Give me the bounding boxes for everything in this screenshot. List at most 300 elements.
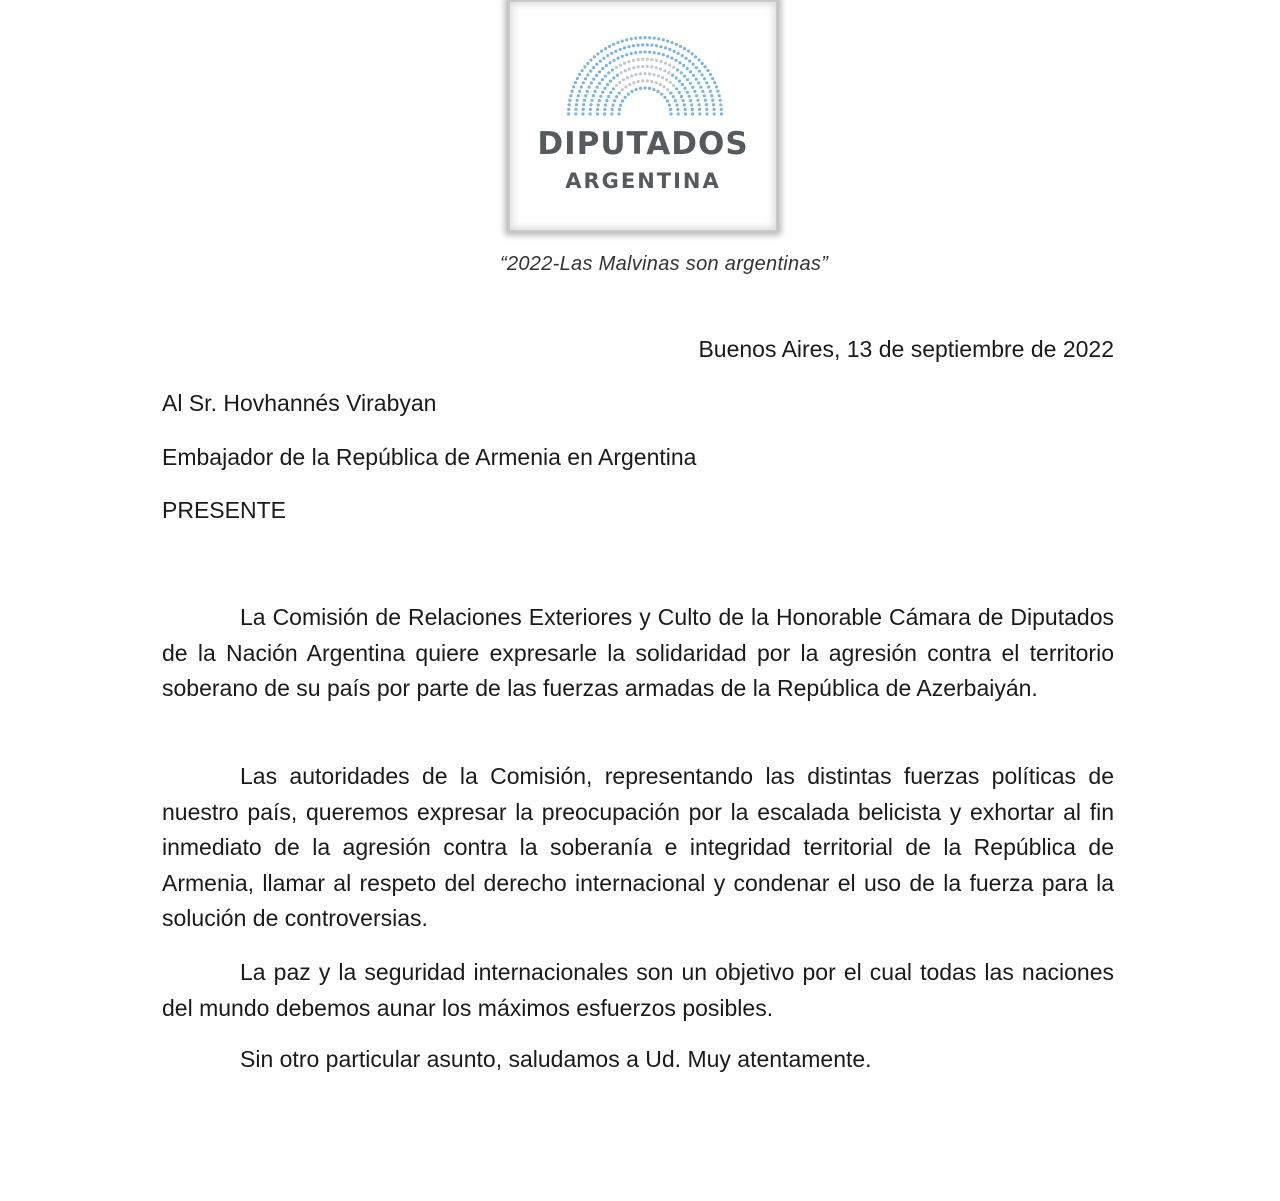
hemicycle-dot xyxy=(620,71,623,74)
hemicycle-dot xyxy=(576,99,579,102)
hemicycle-dot xyxy=(709,73,712,76)
hemicycle-dot xyxy=(611,103,614,106)
hemicycle-dot xyxy=(612,43,615,46)
hemicycle-dot xyxy=(689,70,692,73)
hemicycle-dot xyxy=(596,108,599,111)
hemicycle-dot xyxy=(630,37,633,40)
hemicycle-dot xyxy=(646,65,649,68)
hemicycle-dot xyxy=(618,91,621,94)
hemicycle-dot xyxy=(676,108,679,111)
hemicycle-dot xyxy=(603,112,606,115)
hemicycle-dot xyxy=(599,95,602,98)
hemicycle-dot xyxy=(666,39,669,42)
hemicycle-dot xyxy=(686,67,689,70)
hemicycle-dot xyxy=(650,80,653,83)
hemicycle-dot xyxy=(695,77,698,80)
hemicycle-dot xyxy=(674,99,677,102)
hemicycle-dot xyxy=(697,81,700,84)
hemicycle-dot xyxy=(671,74,674,77)
hemicycle-dot xyxy=(632,66,635,69)
hemicycle-dot xyxy=(692,63,695,66)
hemicycle-dot xyxy=(704,65,707,68)
hemicycle-dot xyxy=(598,82,601,85)
hemicycle-dot xyxy=(623,46,626,49)
hemicycle-dot xyxy=(588,86,591,89)
hemicycle-dot xyxy=(626,76,629,79)
paragraph-1: La Comisión de Relaciones Exteriores y Culto de la Honorable Cámara de Diputados de la Nación Argentina quiere expresarle la solidaridad por la agresión contra el territorio soberano de su país por parte de las fuerzas armadas de la República de Azerbaiyán. xyxy=(162,604,1114,701)
hemicycle-dot xyxy=(650,44,653,47)
hemicycle-dot xyxy=(628,83,631,86)
hemicycle-dot xyxy=(619,48,622,51)
hemicycle-dot xyxy=(621,88,624,91)
hemicycle-dot xyxy=(637,65,640,68)
hemicycle-dot xyxy=(682,64,685,67)
hemicycle-dot xyxy=(668,63,671,66)
hemicycle-dot xyxy=(582,108,585,111)
hemicycle-dot xyxy=(643,36,646,39)
hemicycle-dot xyxy=(697,58,700,61)
hemicycle-dot xyxy=(650,58,653,61)
hemicycle-dot xyxy=(698,70,701,73)
hemicycle-dot xyxy=(623,96,626,99)
hemicycle-dot xyxy=(622,78,625,81)
hemicycle-dot xyxy=(678,91,681,94)
hemicycle-dot xyxy=(691,86,694,89)
hemicycle-dot xyxy=(603,108,606,111)
hemicycle-dot xyxy=(619,104,622,107)
hemicycle-dot xyxy=(650,65,653,68)
hemicycle-dot xyxy=(574,81,577,84)
hemicycle-dot xyxy=(608,61,611,64)
hemicycle-dot xyxy=(688,60,691,63)
hemicycle-dot xyxy=(683,103,686,106)
hemicycle-dot xyxy=(601,67,604,70)
hemicycle-dot xyxy=(691,112,694,115)
hemicycle-dot xyxy=(648,72,651,75)
hemicycle-dot xyxy=(713,112,716,115)
logo-country: ARGENTINA xyxy=(565,169,721,193)
hemicycle-dot xyxy=(705,108,708,111)
hemicycle-dot xyxy=(698,108,701,111)
hemicycle-dot xyxy=(623,62,626,65)
hemicycle-dot xyxy=(691,108,694,111)
hemicycle-dot xyxy=(616,41,619,44)
hemicycle-dot xyxy=(627,45,630,48)
hemicycle-dot xyxy=(646,43,649,46)
hemicycle-emblem xyxy=(562,30,728,120)
hemicycle-dot xyxy=(612,87,615,90)
hemicycle-dot xyxy=(663,69,666,72)
hemicycle-dot xyxy=(666,55,669,58)
hemicycle-dot xyxy=(621,55,624,58)
hemicycle-dot xyxy=(674,59,677,62)
hemicycle-dot xyxy=(634,37,637,40)
hemicycle-dot xyxy=(602,57,605,60)
hemicycle-dot xyxy=(709,90,712,93)
hemicycle-dot xyxy=(604,103,607,106)
hemicycle-dot xyxy=(567,108,570,111)
hemicycle-dot xyxy=(617,57,620,60)
hemicycle-dot xyxy=(643,86,646,89)
hemicycle-dot xyxy=(689,82,692,85)
hemicycle-dot xyxy=(675,87,678,90)
hemicycle-dot xyxy=(655,81,658,84)
hemicycle-dot xyxy=(589,70,592,73)
hemicycle-dot xyxy=(625,38,628,41)
hemicycle-dot xyxy=(663,85,666,88)
hemicycle-dot xyxy=(715,85,718,88)
hemicycle-dot xyxy=(675,103,678,106)
hemicycle-dot xyxy=(667,71,670,74)
hemicycle-dot xyxy=(679,45,682,48)
hemicycle-dot xyxy=(599,60,602,63)
hemicycle-dot xyxy=(589,103,592,106)
hemicycle-dot xyxy=(618,81,621,84)
hemicycle-dot xyxy=(677,52,680,55)
hemicycle-dot xyxy=(701,62,704,65)
hemicycle-dot xyxy=(655,44,658,47)
hemicycle-dot xyxy=(624,69,627,72)
hemicycle-dot xyxy=(596,86,599,89)
hemicycle-dot xyxy=(694,55,697,58)
hemicycle-dot xyxy=(632,44,635,47)
hemicycle-dot xyxy=(639,87,642,90)
hemicycle-dot xyxy=(687,50,690,53)
hemicycle-dot xyxy=(681,83,684,86)
hemicycle-dot xyxy=(613,99,616,102)
hemicycle-dot xyxy=(598,70,601,73)
hemicycle-dot xyxy=(692,74,695,77)
hemicycle-dot xyxy=(611,68,614,71)
hemicycle-dot xyxy=(639,36,642,39)
hemicycle-dot xyxy=(668,48,671,51)
hemicycle-dot xyxy=(657,52,660,55)
hemicycle-dot xyxy=(670,57,673,60)
hemicycle-dot xyxy=(669,91,672,94)
hemicycle-dot xyxy=(670,41,673,44)
hemicycle-dot xyxy=(683,74,686,77)
hemicycle-dot xyxy=(582,81,585,84)
hemicycle-dot xyxy=(700,73,703,76)
hemicycle-dot xyxy=(586,90,589,93)
hemicycle-dot xyxy=(639,72,642,75)
hemicycle-dot xyxy=(648,36,651,39)
hemicycle-dot xyxy=(648,87,651,90)
hemicycle-dot xyxy=(711,99,714,102)
hemicycle-dot xyxy=(625,53,628,56)
hemicycle-dot xyxy=(704,99,707,102)
hemicycle-dot xyxy=(641,43,644,46)
hemicycle-dot xyxy=(618,108,621,111)
hemicycle-dot xyxy=(604,47,607,50)
hemicycle-dot xyxy=(676,68,679,71)
hemicycle-dot xyxy=(705,103,708,106)
hemicycle-dot xyxy=(570,90,573,93)
hemicycle-dot xyxy=(621,99,624,102)
hemicycle-dot xyxy=(630,90,633,93)
hemicycle-dot xyxy=(636,58,639,61)
hemicycle-dot xyxy=(684,112,687,115)
hemicycle-dot xyxy=(662,38,665,41)
recipient-title: Embajador de la República de Armenia en Argentina xyxy=(162,444,697,470)
hemicycle-dot xyxy=(696,99,699,102)
hemicycle-dot xyxy=(589,108,592,111)
hemicycle-dot xyxy=(664,46,667,49)
hemicycle-dot xyxy=(597,103,600,106)
hemicycle-dot xyxy=(707,85,710,88)
hemicycle-dot xyxy=(641,65,644,68)
hemicycle-dot xyxy=(639,51,642,54)
hemicycle-dot xyxy=(641,79,644,82)
hemicycle-dot xyxy=(684,108,687,111)
hemicycle-dot xyxy=(659,45,662,48)
hemicycle-dot xyxy=(652,73,655,76)
hemicycle-dot xyxy=(601,78,604,81)
hemicycle-dot xyxy=(705,81,708,84)
hemicycle-dot xyxy=(615,84,618,87)
hemicycle-dot xyxy=(682,99,685,102)
hemicycle-dot xyxy=(615,66,618,69)
hemicycle-dot xyxy=(606,83,609,86)
hemicycle-dot xyxy=(569,94,572,97)
hemicycle-dot xyxy=(605,64,608,67)
hemicycle-dot xyxy=(688,95,691,98)
hemicycle-dot xyxy=(690,103,693,106)
hemicycle-dot xyxy=(592,94,595,97)
hemicycle-dot xyxy=(592,77,595,80)
hemicycle-dot xyxy=(706,69,709,72)
presente-label: PRESENTE xyxy=(162,497,286,523)
hemicycle-dot xyxy=(713,81,716,84)
hemicycle-dot xyxy=(611,108,614,111)
hemicycle-dot xyxy=(583,99,586,102)
hemicycle-dot xyxy=(583,65,586,68)
hemicycle-dot xyxy=(678,80,681,83)
hemicycle-dot xyxy=(589,58,592,61)
hemicycle-dot xyxy=(712,108,715,111)
hemicycle-dot xyxy=(607,71,610,74)
hemicycle-dot xyxy=(684,57,687,60)
hemicycle-dot xyxy=(574,108,577,111)
hemicycle-dot xyxy=(607,95,610,98)
hemicycle-dot xyxy=(662,53,665,56)
hemicycle-dot xyxy=(646,79,649,82)
hemicycle-dot xyxy=(619,63,622,66)
hemicycle-dot xyxy=(720,112,723,115)
hemicycle-dot xyxy=(703,77,706,80)
paragraph-3: La paz y la seguridad internacionales son un objetivo por el cual todas las naciones del mundo debemos aunar los máximos esfuerzos posibles. xyxy=(162,959,1114,1021)
hemicycle-dot xyxy=(659,83,662,86)
hemicycle-dot xyxy=(596,112,599,115)
hemicycle-dot xyxy=(589,112,592,115)
hemicycle-dot xyxy=(568,103,571,106)
hemicycle-dot xyxy=(643,50,646,53)
hemicycle-dot xyxy=(646,58,649,61)
hemicycle-dot xyxy=(574,112,577,115)
date-line: Buenos Aires, 13 de septiembre de 2022 xyxy=(698,336,1114,362)
hemicycle-dot xyxy=(710,94,713,97)
hemicycle-dot xyxy=(595,63,598,66)
hemicycle-dot xyxy=(659,60,662,63)
hemicycle-dot xyxy=(691,52,694,55)
hemicycle-dot xyxy=(578,90,581,93)
hemicycle-dot xyxy=(661,76,664,79)
hemicycle-dot xyxy=(663,96,666,99)
hemicycle-dot xyxy=(705,112,708,115)
hemicycle-dot xyxy=(586,73,589,76)
hemicycle-dot xyxy=(672,84,675,87)
hemicycle-dot xyxy=(701,90,704,93)
hemicycle-dot xyxy=(584,94,587,97)
hemicycle-dot xyxy=(655,66,658,69)
hemicycle-dot xyxy=(686,91,689,94)
hemicycle-dot xyxy=(719,103,722,106)
hemicycle-dot xyxy=(697,103,700,106)
hemicycle-dot xyxy=(641,58,644,61)
hemicycle-dot xyxy=(669,81,672,84)
logo-name: DIPUTADOS xyxy=(537,126,749,162)
hemicycle-dot xyxy=(632,81,635,84)
hemicycle-dot xyxy=(653,51,656,54)
hemicycle-dot xyxy=(614,50,617,53)
hemicycle-dot xyxy=(605,99,608,102)
hemicycle-dot xyxy=(673,50,676,53)
hemicycle-dot xyxy=(616,74,619,77)
hemicycle-dot xyxy=(657,74,660,77)
hemicycle-dot xyxy=(718,94,721,97)
hemicycle-dot xyxy=(593,55,596,58)
hemicycle-dot xyxy=(634,73,637,76)
hemicycle-dot xyxy=(596,52,599,55)
hemicycle-dot xyxy=(669,112,672,115)
recipient-name: Al Sr. Hovhannés Virabyan xyxy=(162,390,437,416)
hemicycle-dot xyxy=(580,85,583,88)
hemicycle-dot xyxy=(716,90,719,93)
hemicycle-dot xyxy=(590,81,593,84)
hemicycle-dot xyxy=(665,78,668,81)
hemicycle-dot xyxy=(680,71,683,74)
hemicycle-dot xyxy=(655,59,658,62)
hemicycle-dot xyxy=(689,99,692,102)
hemicycle-dot xyxy=(567,112,570,115)
hemicycle-dot xyxy=(680,95,683,98)
hemicycle-dot xyxy=(590,99,593,102)
hemicycle-dot xyxy=(600,50,603,53)
hemicycle-dot xyxy=(664,62,667,65)
hemicycle-dot xyxy=(582,103,585,106)
hemicycle-dot xyxy=(668,104,671,107)
hemicycle-dot xyxy=(624,85,627,88)
hemicycle-dot xyxy=(683,87,686,90)
hemicycle-dot xyxy=(652,88,655,91)
hemicycle-dot xyxy=(666,88,669,91)
hemicycle-dot xyxy=(693,90,696,93)
hemicycle-dot xyxy=(606,54,609,57)
hemicycle-dot xyxy=(683,47,686,50)
hemicycle-dot xyxy=(634,51,637,54)
hemicycle-dot xyxy=(653,37,656,40)
hemicycle-dot xyxy=(672,66,675,69)
hemicycle-dot xyxy=(568,99,571,102)
hemicycle-dot xyxy=(592,66,595,69)
hemicycle-dot xyxy=(632,59,635,62)
hemicycle-dot xyxy=(711,77,714,80)
hemicycle-dot xyxy=(719,99,722,102)
hemicycle-dot xyxy=(720,108,723,111)
hemicycle-dot xyxy=(695,66,698,69)
motto: “2022-Las Malvinas son argentinas” xyxy=(500,253,829,275)
hemicycle-dot xyxy=(712,103,715,106)
hemicycle-dot xyxy=(636,44,639,47)
hemicycle-dot xyxy=(686,78,689,81)
hemicycle-dot xyxy=(660,92,663,95)
hemicycle-dot xyxy=(648,51,651,54)
hemicycle-dot xyxy=(628,67,631,70)
hemicycle-dot xyxy=(656,90,659,93)
hemicycle-dot xyxy=(595,74,598,77)
hemicycle-dot xyxy=(630,52,633,55)
hemicycle-dot xyxy=(612,59,615,62)
hemicycle-dot xyxy=(610,112,613,115)
hemicycle-dot xyxy=(678,61,681,64)
hemicycle-dot xyxy=(575,103,578,106)
hemicycle-dot xyxy=(586,62,589,65)
hemicycle-dot xyxy=(703,94,706,97)
hemicycle-dot xyxy=(572,85,575,88)
hemicycle-dot xyxy=(609,80,612,83)
paragraph-2: Las autoridades de la Comisión, representando las distintas fuerzas políticas de nuestro país, queremos expresar la preocupación por la escalada belicista y exhortar al fin inmediato de la agresión contra la soberanía e integridad territorial de la República de Armenia, llamar al respeto del derecho internacional y condenar el uso de la fuerza para la solución de controversias. xyxy=(162,763,1114,931)
hemicycle-dot xyxy=(672,95,675,98)
hemicycle-dot xyxy=(610,52,613,55)
hemicycle-dot xyxy=(643,72,646,75)
hemicycle-dot xyxy=(698,112,701,115)
hemicycle-dot xyxy=(609,91,612,94)
hemicycle-dot xyxy=(581,112,584,115)
hemicycle-dot xyxy=(627,92,630,95)
hemicycle-dot xyxy=(598,99,601,102)
hemicycle-dot xyxy=(675,43,678,46)
hemicycle-dot xyxy=(695,94,698,97)
hemicycle-dot xyxy=(666,99,669,102)
hemicycle-dot xyxy=(635,88,638,91)
hemicycle-dot xyxy=(659,67,662,70)
hemicycle-dot xyxy=(627,60,630,63)
hemicycle-dot xyxy=(637,80,640,83)
hemicycle-dot xyxy=(669,108,672,111)
hemicycle-dot xyxy=(630,74,633,77)
hemicycle-dot xyxy=(608,45,611,48)
hemicycle-dot xyxy=(657,37,660,40)
hemicycle-dot xyxy=(677,112,680,115)
hemicycle-dot xyxy=(577,94,580,97)
hemicycle-dot xyxy=(578,73,581,76)
hemicycle-dot xyxy=(576,77,579,80)
paragraph-4: Sin otro particular asunto, saludamos a Ud. Muy atentamente. xyxy=(240,1046,872,1072)
hemicycle-dot xyxy=(601,91,604,94)
hemicycle-dot xyxy=(593,90,596,93)
hemicycle-dot xyxy=(612,76,615,79)
hemicycle-dot xyxy=(615,95,618,98)
letterhead-logo xyxy=(508,0,778,232)
hemicycle-dot xyxy=(675,76,678,79)
hemicycle-dot xyxy=(603,87,606,90)
hemicycle-dot xyxy=(681,54,684,57)
hemicycle-dot xyxy=(617,112,620,115)
hemicycle-dot xyxy=(581,69,584,72)
hemicycle-dot xyxy=(604,74,607,77)
hemicycle-dot xyxy=(699,86,702,89)
hemicycle-dot xyxy=(621,39,624,42)
